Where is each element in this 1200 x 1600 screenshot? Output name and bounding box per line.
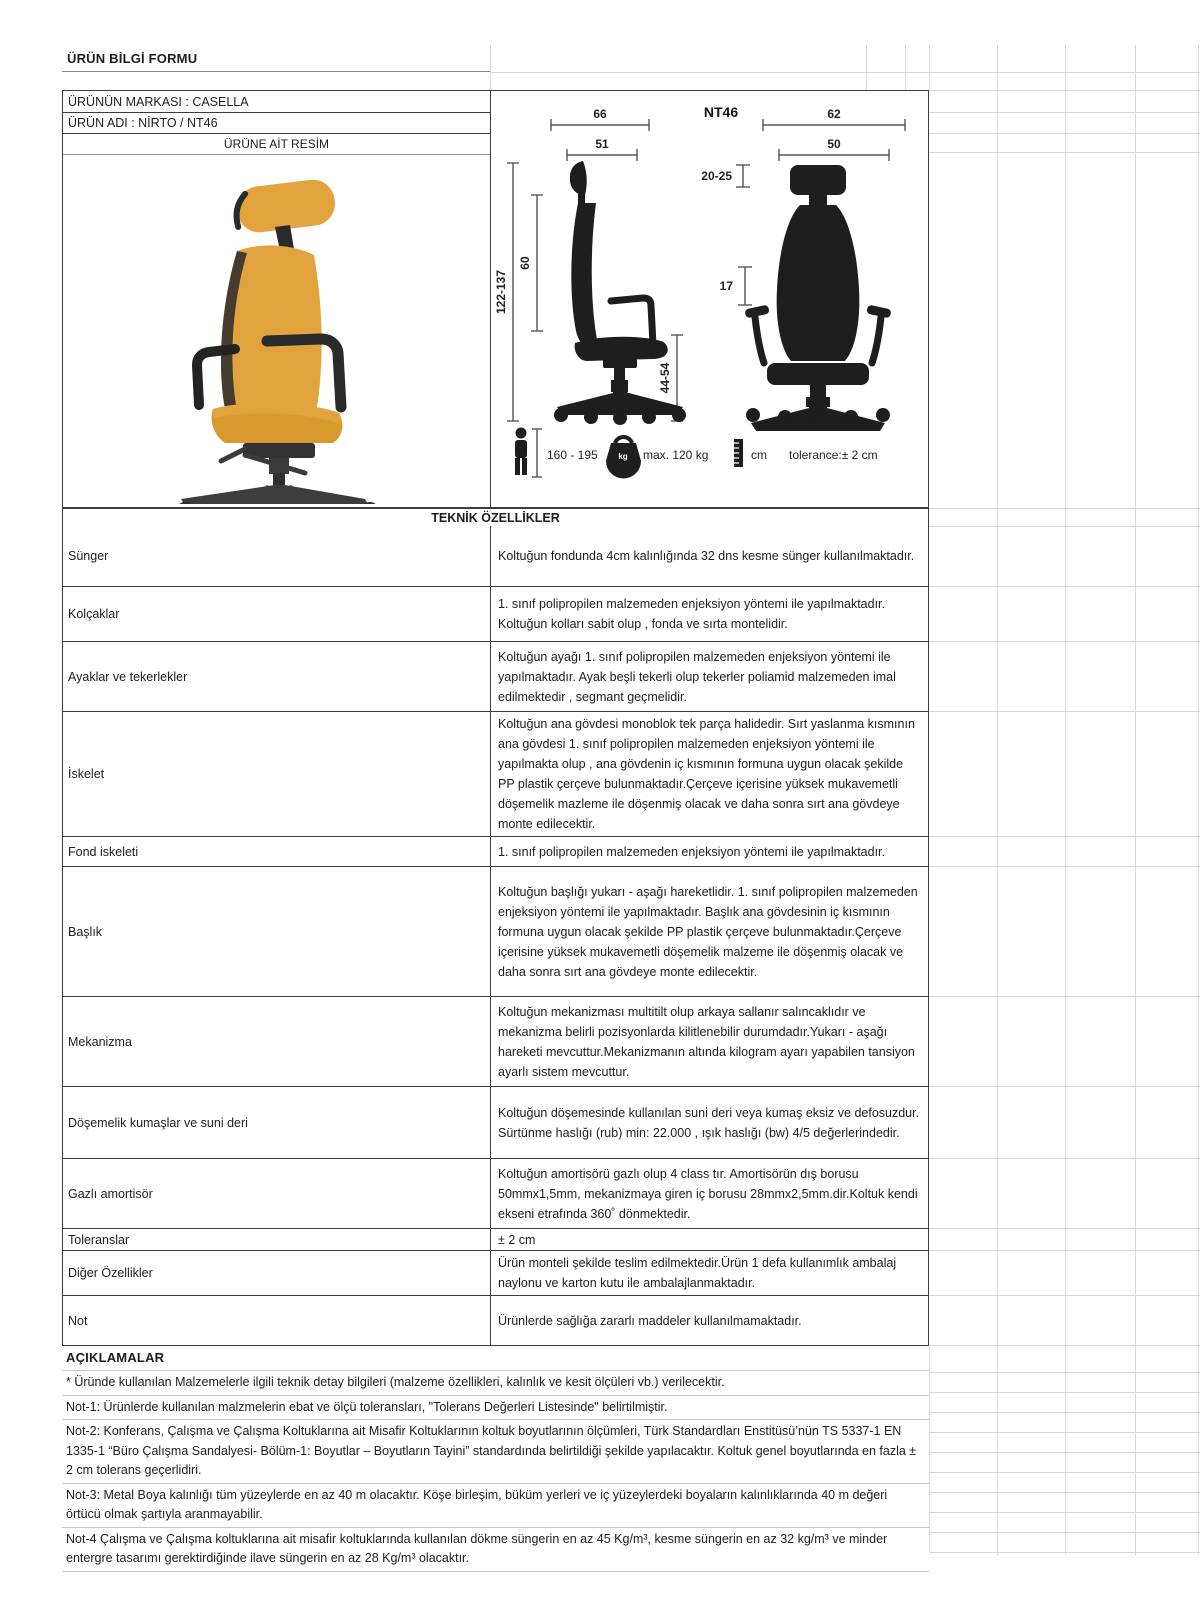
photo-caption: ÜRÜNE AİT RESİM xyxy=(63,134,490,155)
dim-side-top: 66 xyxy=(593,107,607,121)
model-label: NT46 xyxy=(703,104,739,120)
table-row xyxy=(63,866,928,996)
dim-seat-height: 44-54 xyxy=(658,362,672,394)
spec-label: Gazlı amortisör xyxy=(63,1159,491,1228)
note-item: Not-4 Çalışma ve Çalışma koltuklarına ait misafir koltuklarında kullanılan dökme süngerin en az 45 Kg/m³, kesme süngerin en az 32 kg/m³ ve minder entergre tasarımı gerektirdiğinde ilave süngerin en az 28 Kg/m³ olacaktır. xyxy=(62,1528,929,1572)
spec-text: Koltuğun başlığı yukarı - aşağı hareketlidir. 1. sınıf polipropilen malzemeden enjeksiyon yöntemi ile yapılmaktadır. Başlık ana gövdesinin iç kısmının formuna uygun olacak şekilde PP plastik çerçeve bulunmaktadır.Çerçeve içerisine yüksek mukavemetli döşemelik malzeme ile döşenmiş olacak ve daha sonra sırt ana gövdeye monte edilecektir. xyxy=(498,884,918,979)
ruler-icon xyxy=(734,439,743,467)
spec-label: Kolçaklar xyxy=(63,587,491,641)
spec-text: Ürün monteli şekilde teslim edilmektedir.Ürün 1 defa kullanımlık ambalaj naylonu ve karton kutu ile ambalajlanmaktadır. xyxy=(498,1256,897,1290)
dimension-diagram xyxy=(491,91,928,507)
product-photo-cell xyxy=(62,133,491,508)
spec-text: Koltuğun amortisörü gazlı olup 4 class tır. Amortisörün dış borusu 50mmx1,5mm, mekanizmaya giren iç borusu 28mmx2,5mm.dir.Koltuk kendi ekseni etrafında 360˚ dönmektedir. xyxy=(498,1166,918,1221)
photo-stage xyxy=(63,155,490,507)
dim-total-height: 122-137 xyxy=(494,269,508,315)
dim-front-inner: 50 xyxy=(827,137,841,151)
spec-text: 1. sınıf polipropilen malzemeden enjeksiyon yöntemi ile yapılmaktadır. xyxy=(498,844,886,859)
specs-table xyxy=(62,526,929,1346)
dim-headrest-range: 20-25 xyxy=(701,169,732,183)
note-item: Not-1: Ürünlerde kullanılan malzmelerin ebat ve ölçü toleransları, "Tolerans Değerleri Listesinde" belirtilmiştir. xyxy=(62,1396,929,1421)
table-row xyxy=(63,586,928,641)
spec-text: Koltuğun döşemesinde kullanılan suni deri veya kumaş eksiz ve defosuzdur. Sürtünme haslığı (rub) min: 22.000 , ışık haslığı (bw) 4/5 değerlerindedir. xyxy=(498,1105,920,1140)
note-item: * Üründe kullanılan Malzemelerle ilgili teknik detay bilgileri (malzeme özellikleri, kalınlık ve kesit ölçüleri vb.) verilecektir. xyxy=(62,1371,929,1396)
dimension-diagram-cell xyxy=(490,90,929,508)
specs-section-title: TEKNİK ÖZELLİKLER xyxy=(62,508,929,527)
note-item: Not-3: Metal Boya kalınlığı tüm yüzeylerde en az 40 m olacaktır. Köşe birleşim, büküm yerleri ve iç yüzeylerdeki boyaların kalınlıklarında 40 m değeri örtücü olmak şartıyla aranmayabilir. xyxy=(62,1484,929,1528)
notes-section-title: AÇIKLAMALAR xyxy=(62,1345,929,1371)
max-weight-label: max. 120 kg xyxy=(643,448,709,462)
spec-label: Ayaklar ve tekerlekler xyxy=(63,642,491,711)
notes-section xyxy=(62,1345,929,1572)
product-name-line: ÜRÜN ADI : NİRTO / NT46 xyxy=(62,112,491,134)
spec-label: Başlık xyxy=(63,867,491,996)
spec-label: İskelet xyxy=(63,712,491,836)
spec-text: Koltuğun mekanizması multitilt olup arkaya sallanır salıncaklıdır ve mekanizma belirli pozisyonlarda kilitlenebilir durumdadır.Yukarı - aşağı hareketi mevcuttur.Mekanizmanın altında kilogram ayarı yapabilen tansiyon ayarlı sistem mevcuttur. xyxy=(498,1004,915,1079)
dim-armrest-height: 17 xyxy=(719,279,733,293)
chair-photo xyxy=(117,159,437,504)
unit-label: cm xyxy=(751,448,767,462)
spec-label: Mekanizma xyxy=(63,997,491,1086)
brand-line: ÜRÜNÜN MARKASI : CASELLA xyxy=(62,90,491,113)
spec-label: Fond iskeleti xyxy=(63,837,491,866)
table-row xyxy=(63,996,928,1086)
spec-text: Ürünlerde sağlığa zararlı maddeler kullanılmamaktadır. xyxy=(498,1313,802,1328)
spec-label: Döşemelik kumaşlar ve suni deri xyxy=(63,1087,491,1158)
dim-front-top: 62 xyxy=(827,107,841,121)
weight-icon-label: kg xyxy=(618,452,628,461)
spec-label: Not xyxy=(63,1296,491,1345)
table-row xyxy=(63,711,928,836)
table-row xyxy=(63,1086,928,1158)
spec-text: Koltuğun fondunda 4cm kalınlığında 32 dns kesme sünger kullanılmaktadır. xyxy=(498,549,915,563)
dim-side-inner: 51 xyxy=(595,137,609,151)
table-row xyxy=(63,641,928,711)
form-title: ÜRÜN BİLGİ FORMU xyxy=(62,45,490,72)
table-row xyxy=(63,1250,928,1295)
chair-front-silhouette xyxy=(744,165,891,431)
table-row xyxy=(63,836,928,866)
table-row xyxy=(63,1228,928,1250)
table-row xyxy=(63,526,928,586)
spec-text: Koltuğun ana gövdesi monoblok tek parça halidedir. Sırt yaslanma kısmının ana gövdesi 1. sınıf polipropilen malzemeden enjeksiyon yöntemi ile yapılmakta olup , ana gövdenin iç kısmının formuna uygun olacak şekilde PP plastik çerçeve bulunmaktadır.Çerçeve içerisine yüksek mukavemetli döşemelik mazleme ile döşenmiş olacak ve daha sonra sırt ana gövdeye monte edilecektir. xyxy=(498,717,915,831)
table-row xyxy=(63,1158,928,1228)
table-row xyxy=(63,1295,928,1345)
dim-back-height: 60 xyxy=(518,256,532,270)
tolerance-label: tolerance:± 2 cm xyxy=(789,448,878,462)
spec-label: Diğer Özellikler xyxy=(63,1251,491,1295)
spec-text: 1. sınıf polipropilen malzemeden enjeksiyon yöntemi ile yapılmaktadır. Koltuğun kolları sabit olup , fonda ve sırta montelidir. xyxy=(498,597,886,631)
spec-text: ± 2 cm xyxy=(498,1232,536,1247)
person-icon xyxy=(515,428,527,476)
note-item: Not-2: Konferans, Çalışma ve Çalışma Koltuklarına ait Misafir Koltuklarının koltuk boyutlarının ölçümleri, Türk Standardları Enstitüsü’nün TS 5337-1 EN 1335-1 “Büro Çalışma Sandalyesi- Bölüm-1: Boyutlar – Boyutların Tayini” standardında belirtildiği şekilde yapılacaktır. Koltuk genel boyutlarında en fazla ± 2 cm tolerans geçerlidiri. xyxy=(62,1420,929,1484)
person-height-range: 160 - 195 xyxy=(547,448,598,462)
spec-text: Koltuğun ayağı 1. sınıf polipropilen malzemeden enjeksiyon yöntemi ile yapılmaktadır. Ayak beşli tekerli olup tekerler poliamid malzemeden imal edilmektedir , segmant geçmelidir. xyxy=(498,649,896,704)
spec-label: Toleranslar xyxy=(63,1229,491,1250)
spec-label: Sünger xyxy=(63,526,491,586)
